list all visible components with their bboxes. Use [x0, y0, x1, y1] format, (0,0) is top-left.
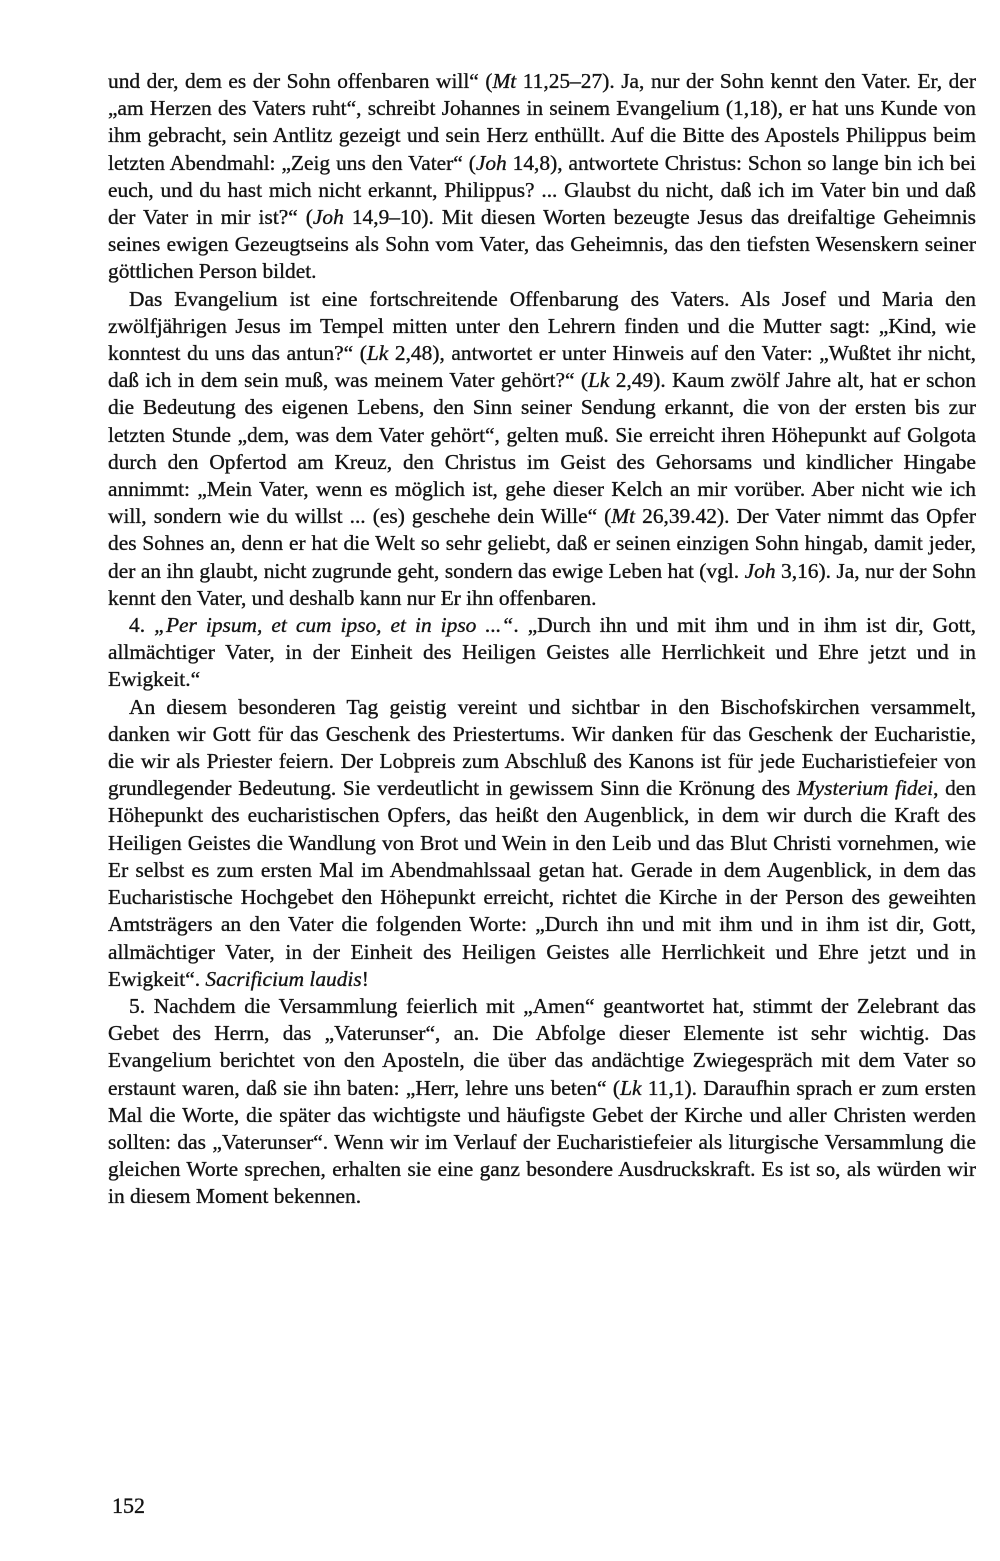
italic-text-run: Joh — [475, 150, 507, 175]
text-run: Das Evangelium ist eine fortschreitende Offenbarung des Vaters. Als Josef und Maria den zwölfjährigen Jesus im Tempel mitten unter den Lehrern finden und die Mutter sagt: „Kind, wie konntest du uns das antun?“ ( — [108, 286, 976, 366]
paragraph-1 — [108, 68, 976, 286]
text-run: . „Durch ihn und mit ihm und in ihm ist dir, Gott, allmächtiger Vater, in der Einheit des Heiligen Geistes alle Herrlichkeit und Ehre jetzt und in Ewigkeit.“ — [108, 613, 976, 692]
text-run: 11,1). Daraufhin sprach er zum ersten Mal die Worte, die später das wichtigste und häufigste Gebet der Kirche und aller Christen werden sollten: das „Vaterunser“. Wenn wir im Verlauf der Eucharistiefeier als liturgische Versammlung die gleichen Worte sprechen, erhalten sie eine ganz besondere Ausdruckskraft. Es ist so, als würden wir in diesem Moment bekennen. — [108, 1075, 976, 1209]
text-run: 3,16). Ja, nur der Sohn kennt den Vater, und deshalb kann nur Er ihn offenbaren. — [108, 558, 976, 610]
paragraph-3-section-4 — [108, 612, 976, 694]
page-number: 152 — [112, 1493, 145, 1518]
text-run: 5. Nachdem die Versammlung feierlich mit „Amen“ geantwortet hat, stimmt der Zelebrant das Gebet des Herrn, das „Vaterunser“, an. Die Abfolge dieser Elemente ist sehr wichtig. Das Evangelium berichtet von den Aposteln, die über das andächtige Zwiegespräch mit dem Vater so erstaunt waren, daß sie ihn baten: „Herr, lehre uns beten“ ( — [108, 993, 976, 1100]
text-run: 2,48), antwortet er unter Hinweis auf den Vater: „Wußtet ihr nicht, daß ich in dem sein muß, was meinem Vater gehört?“ ( — [108, 341, 977, 393]
text-run: An diesem besonderen Tag geistig vereint und sichtbar in den Bischofskirchen versammelt, danken wir Gott für das Geschenk des Priestertums. Wir danken für das Geschenk der Eucharistie, die wir als Priester feiern. Der Lobpreis zum Abschluß des Kanons ist für jede Eucharistiefeier von grundlegender Bedeutung. Sie verdeutlicht in gewissem Sinn die Krönung des — [108, 694, 976, 801]
paragraph-2 — [108, 286, 976, 612]
italic-text-run: Lk — [366, 341, 389, 366]
italic-text-run: Mt — [492, 69, 517, 93]
text-run: 4. — [129, 613, 155, 638]
italic-text-run: Lk — [588, 368, 610, 393]
italic-text-run: Joh — [312, 205, 344, 230]
text-run: 2,49). Kaum zwölf Jahre alt, hat er schon die Bedeutung des eigenen Lebens, den Sinn seiner Sendung erkannt, die von der ersten bis zur letzten Stunde „dem, was dem Vater gehört“, gelten muß. Sie erreicht ihren Höhepunkt auf Golgota durch den Opfertod am Kreuz, den Christus im Geist des Gehorsams und kindlicher Hingabe annimmt: „Mein Vater, wenn es möglich ist, gehe dieser Kelch an mir vorüber. Aber nicht wie ich will, sondern wie du willst ... (es) geschehe dein Wille“ ( — [108, 368, 977, 529]
text-run: 26,39.42). Der Vater nimmt das Opfer des Sohnes an, denn er hat die Welt so sehr geliebt, daß er seinen einzigen Sohn hingab, damit jeder, der an ihn glaubt, nicht zugrunde geht, sondern das ewige Leben hat (vgl. — [108, 504, 976, 583]
italic-text-run: Sacrificium laudis — [205, 966, 362, 991]
text-run: 11,25–27). Ja, nur der Sohn kennt den Vater. Er, der „am Herzen des Vaters ruht“, schreibt Johannes in seinem Evangelium (1,18), er hat uns Kunde von ihm gebracht, sein Antlitz gezeigt und sein Herz enthüllt. Auf die Bitte des Apostels Philippus beim letzten Abendmahl: „Zeig uns den Vater“ ( — [108, 69, 976, 175]
text-run: 14,8), antwortete Christus: Schon so lange bin ich bei euch, und du hast mich nicht erkannt, Philippus? ... Glaubst du nicht, daß ich im Vater bin und daß der Vater in mir ist?“ ( — [108, 150, 977, 230]
italic-text-run: Lk — [620, 1075, 642, 1100]
text-run: 14,9–10). Mit diesen Worten bezeugte Jesus das dreifaltige Geheimnis seines ewigen Gezeugtseins als Sohn vom Vater, das Geheimnis, das den tiefsten Wesenskern seiner göttlichen Person bildet. — [108, 205, 976, 284]
text-run: , den Höhepunkt des eucharistischen Opfers, das heißt den Augenblick, in dem wir durch die Kraft des Heiligen Geistes die Wandlung von Brot und Wein in den Leib und das Blut Christi vornehmen, wie Er selbst es zum ersten Mal im Abendmahlssaal getan hat. Gerade in dem Augenblick, in dem das Eucharistische Hochgebet den Höhepunkt erreicht, richtet die Kirche in der Person des geweihten Amtsträgers an den Vater die folgenden Worte: „Durch ihn und mit ihm und in ihm ist dir, Gott, allmächtiger Vater, in der Einheit des Heiligen Geistes alle Herrlichkeit und Ehre jetzt und in Ewigkeit“. — [108, 776, 976, 991]
text-run: ! — [361, 966, 369, 991]
text-run: und der, dem es der Sohn offenbaren will“ ( — [108, 69, 493, 93]
paragraph-4 — [108, 694, 976, 993]
italic-text-run: Joh — [744, 558, 776, 583]
italic-text-run: Mysterium fidei — [796, 776, 934, 801]
italic-text-run: Mt — [611, 504, 636, 529]
page-body — [108, 68, 976, 1211]
paragraph-5-section-5 — [108, 993, 976, 1211]
italic-text-run: „Per ipsum, et cum ipso, et in ipso ...“ — [154, 613, 514, 638]
